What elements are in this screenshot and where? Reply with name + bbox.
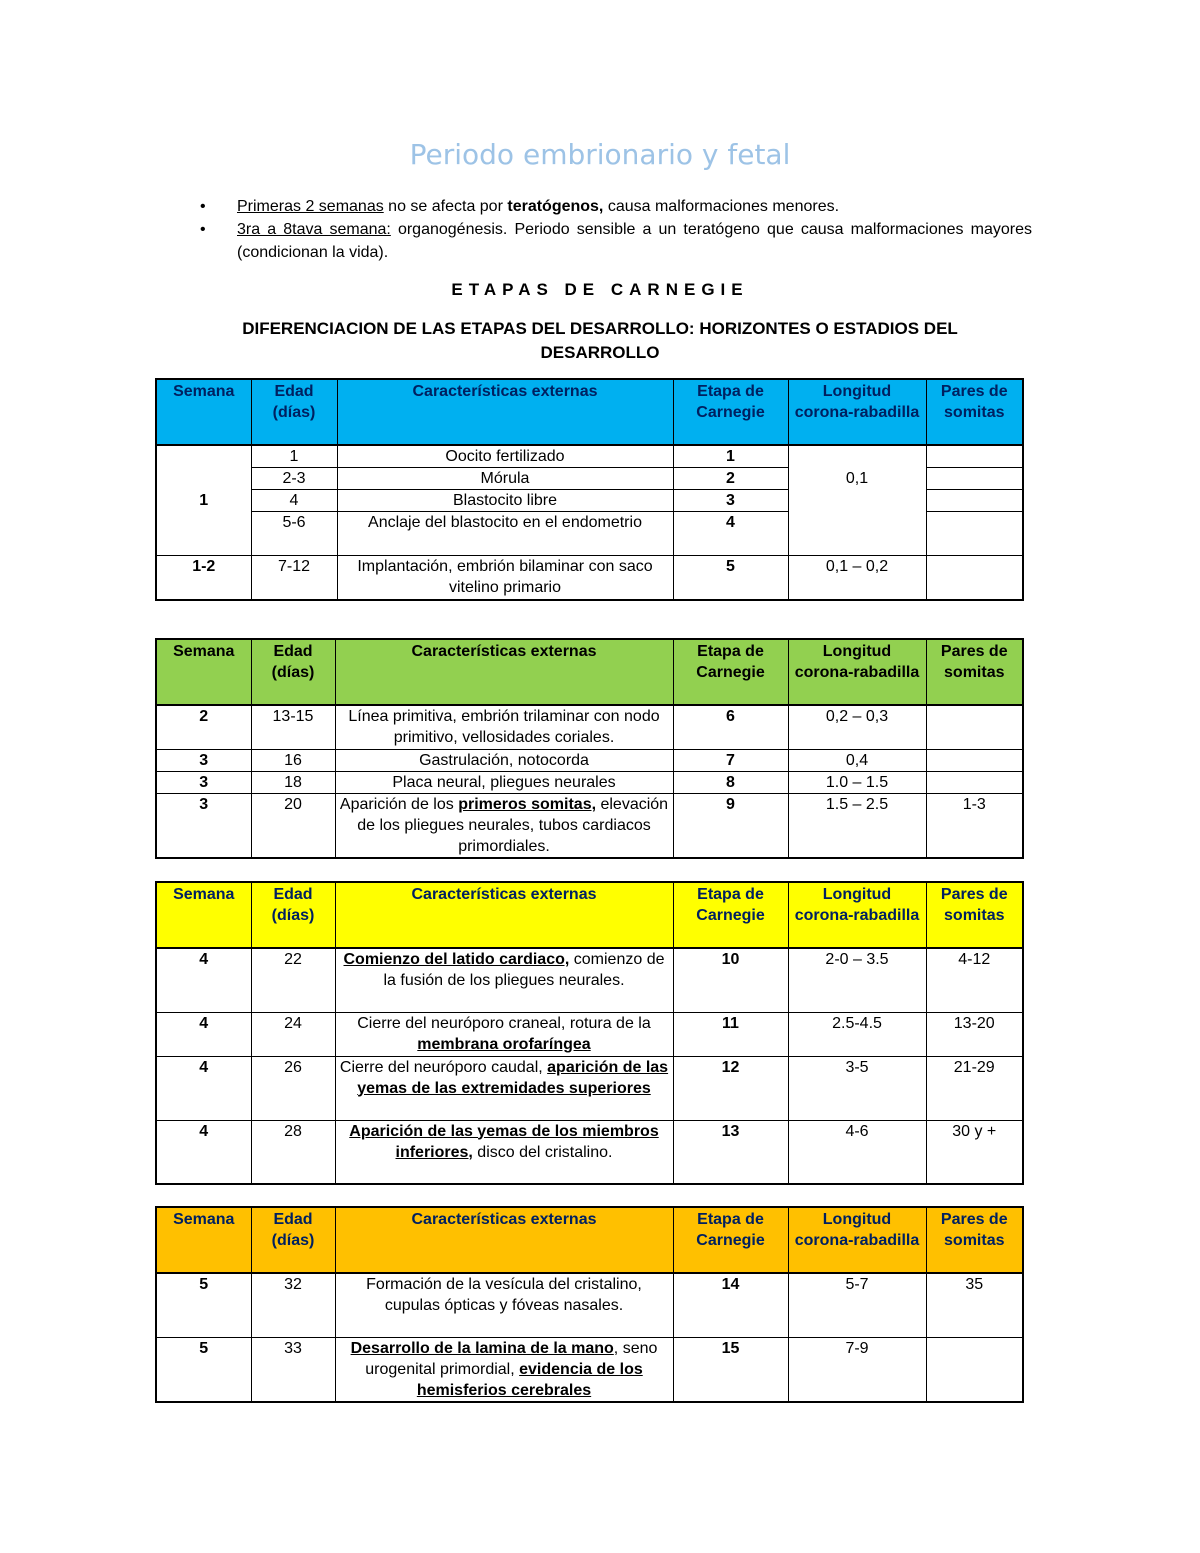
- cell-longitud: 0,1: [788, 445, 926, 556]
- cell-pares: [926, 512, 1023, 556]
- header-semana: Semana: [156, 1207, 251, 1273]
- cell-pares: [926, 1337, 1023, 1402]
- cell-semana: 3: [156, 771, 251, 793]
- cell-etapa: 1: [673, 445, 788, 468]
- cell-caracteristicas: Formación de la vesícula del cristalino, cupulas ópticas y fóveas nasales.: [335, 1273, 673, 1337]
- cell-edad: 4: [251, 490, 337, 512]
- cell-edad: 28: [251, 1120, 335, 1184]
- cell-longitud: 7-9: [788, 1337, 926, 1402]
- cell-edad: 16: [251, 749, 335, 771]
- cell-pares: 1-3: [926, 793, 1023, 858]
- cell-semana: 1-2: [156, 556, 251, 600]
- cell-etapa: 11: [673, 1012, 788, 1056]
- cell-longitud: 0,2 – 0,3: [788, 705, 926, 749]
- cell-semana: 4: [156, 948, 251, 1012]
- table-row: [156, 705, 1023, 749]
- header-semana: Semana: [156, 639, 251, 705]
- cell-edad: 18: [251, 771, 335, 793]
- header-edad: Edad (días): [251, 882, 335, 948]
- cell-edad: 7-12: [251, 556, 337, 600]
- header-longitud: Longitud corona-rabadilla: [788, 882, 926, 948]
- bullet-icon: •: [200, 221, 206, 238]
- header-semana: Semana: [156, 882, 251, 948]
- cell-caracteristicas: Cierre del neuróporo caudal, aparición de las yemas de las extremidades superiores: [335, 1056, 673, 1120]
- header-etapa: Etapa de Carnegie: [673, 379, 788, 445]
- cell-etapa: 2: [673, 468, 788, 490]
- cell-caracteristicas: Desarrollo de la lamina de la mano, seno urogenital primordial, evidencia de los hemisferios cerebrales: [335, 1337, 673, 1402]
- cell-edad: 26: [251, 1056, 335, 1120]
- table-row: [156, 948, 1023, 1012]
- cell-pares: [926, 490, 1023, 512]
- header-caracteristicas: Características externas: [335, 1207, 673, 1273]
- header-pares: Pares de somitas: [926, 882, 1023, 948]
- cell-etapa: 5: [673, 556, 788, 600]
- page-title: Periodo embrionario y fetal: [409, 138, 791, 171]
- cell-longitud: 4-6: [788, 1120, 926, 1184]
- cell-edad: 13-15: [251, 705, 335, 749]
- cell-edad: 5-6: [251, 512, 337, 556]
- header-longitud: Longitud corona-rabadilla: [788, 379, 926, 445]
- header-edad: Edad (días): [251, 639, 335, 705]
- header-etapa: Etapa de Carnegie: [673, 1207, 788, 1273]
- cell-caracteristicas: Implantación, embrión bilaminar con saco vitelino primario: [337, 556, 673, 600]
- header-etapa: Etapa de Carnegie: [673, 882, 788, 948]
- cell-etapa: 7: [673, 749, 788, 771]
- table-header-row: [156, 379, 1023, 445]
- table-row: [156, 1273, 1023, 1337]
- cell-etapa: 8: [673, 771, 788, 793]
- header-semana: Semana: [156, 379, 251, 445]
- cell-etapa: 9: [673, 793, 788, 858]
- cell-longitud: 2-0 – 3.5: [788, 948, 926, 1012]
- cell-edad: 1: [251, 445, 337, 468]
- cell-edad: 32: [251, 1273, 335, 1337]
- cell-semana: 4: [156, 1056, 251, 1120]
- header-caracteristicas: Características externas: [335, 882, 673, 948]
- cell-pares: 13-20: [926, 1012, 1023, 1056]
- cell-semana: 3: [156, 793, 251, 858]
- cell-etapa: 13: [673, 1120, 788, 1184]
- cell-longitud: 0,1 – 0,2: [788, 556, 926, 600]
- cell-caracteristicas: Oocito fertilizado: [337, 445, 673, 468]
- cell-edad: 20: [251, 793, 335, 858]
- section-subheading: DIFERENCIACION DE LAS ETAPAS DEL DESARROLLO: HORIZONTES O ESTADIOS DEL DESARROLLO: [242, 319, 958, 362]
- cell-longitud: 1.5 – 2.5: [788, 793, 926, 858]
- header-longitud: Longitud corona-rabadilla: [788, 639, 926, 705]
- cell-pares: [926, 749, 1023, 771]
- cell-etapa: 3: [673, 490, 788, 512]
- header-pares: Pares de somitas: [926, 379, 1023, 445]
- carnegie-table-4: [155, 1206, 1024, 1403]
- cell-pares: [926, 445, 1023, 468]
- header-edad: Edad (días): [251, 1207, 335, 1273]
- table-row: [156, 771, 1023, 793]
- table-row: [156, 556, 1023, 600]
- cell-edad: 33: [251, 1337, 335, 1402]
- table-row: [156, 1012, 1023, 1056]
- table-header-row: [156, 639, 1023, 705]
- cell-semana: 3: [156, 749, 251, 771]
- cell-pares: [926, 705, 1023, 749]
- cell-caracteristicas: Anclaje del blastocito en el endometrio: [337, 512, 673, 556]
- table-row: [156, 793, 1023, 858]
- cell-semana: 5: [156, 1337, 251, 1402]
- cell-longitud: 5-7: [788, 1273, 926, 1337]
- table-row: [156, 1056, 1023, 1120]
- cell-pares: 30 y +: [926, 1120, 1023, 1184]
- cell-caracteristicas: Gastrulación, notocorda: [335, 749, 673, 771]
- bullet-list: [200, 195, 1032, 264]
- carnegie-table-2: [155, 638, 1024, 859]
- header-pares: Pares de somitas: [926, 1207, 1023, 1273]
- table-header-row: [156, 1207, 1023, 1273]
- table-row: [156, 1120, 1023, 1184]
- cell-longitud: 3-5: [788, 1056, 926, 1120]
- section-heading: ETAPAS DE CARNEGIE: [451, 280, 749, 299]
- cell-etapa: 14: [673, 1273, 788, 1337]
- cell-caracteristicas: Aparición de los primeros somitas, elevación de los pliegues neurales, tubos cardiacos primordiales.: [335, 793, 673, 858]
- cell-semana: 2: [156, 705, 251, 749]
- cell-semana: 1: [156, 445, 251, 556]
- bullet-item: • 3ra a 8tava semana: organogénesis. Periodo sensible a un teratógeno que causa malformaciones mayores (condicionan la vida).: [200, 218, 1032, 264]
- cell-semana: 5: [156, 1273, 251, 1337]
- cell-pares: 4-12: [926, 948, 1023, 1012]
- cell-caracteristicas: Mórula: [337, 468, 673, 490]
- table-row: [156, 749, 1023, 771]
- bullet-item: • Primeras 2 semanas no se afecta por teratógenos, causa malformaciones menores.: [200, 195, 1032, 218]
- cell-edad: 24: [251, 1012, 335, 1056]
- cell-pares: [926, 468, 1023, 490]
- cell-semana: 4: [156, 1012, 251, 1056]
- cell-pares: 35: [926, 1273, 1023, 1337]
- bullet-icon: •: [200, 198, 206, 215]
- cell-longitud: 1.0 – 1.5: [788, 771, 926, 793]
- cell-longitud: 2.5-4.5: [788, 1012, 926, 1056]
- table-row: [156, 445, 1023, 468]
- cell-etapa: 6: [673, 705, 788, 749]
- header-etapa: Etapa de Carnegie: [673, 639, 788, 705]
- cell-semana: 4: [156, 1120, 251, 1184]
- cell-caracteristicas: Comienzo del latido cardiaco, comienzo de la fusión de los pliegues neurales.: [335, 948, 673, 1012]
- header-longitud: Longitud corona-rabadilla: [788, 1207, 926, 1273]
- cell-caracteristicas: Línea primitiva, embrión trilaminar con nodo primitivo, vellosidades coriales.: [335, 705, 673, 749]
- cell-edad: 22: [251, 948, 335, 1012]
- cell-longitud: 0,4: [788, 749, 926, 771]
- cell-etapa: 4: [673, 512, 788, 556]
- cell-etapa: 10: [673, 948, 788, 1012]
- header-caracteristicas: Características externas: [335, 639, 673, 705]
- header-caracteristicas: Características externas: [337, 379, 673, 445]
- header-pares: Pares de somitas: [926, 639, 1023, 705]
- cell-etapa: 15: [673, 1337, 788, 1402]
- carnegie-table-3: [155, 881, 1024, 1185]
- cell-pares: [926, 771, 1023, 793]
- cell-caracteristicas: Aparición de las yemas de los miembros inferiores, disco del cristalino.: [335, 1120, 673, 1184]
- table-row: [156, 1337, 1023, 1402]
- cell-caracteristicas: Cierre del neuróporo craneal, rotura de la membrana orofaríngea: [335, 1012, 673, 1056]
- cell-etapa: 12: [673, 1056, 788, 1120]
- cell-caracteristicas: Blastocito libre: [337, 490, 673, 512]
- cell-pares: [926, 556, 1023, 600]
- cell-edad: 2-3: [251, 468, 337, 490]
- table-header-row: [156, 882, 1023, 948]
- cell-pares: 21-29: [926, 1056, 1023, 1120]
- header-edad: Edad (días): [251, 379, 337, 445]
- cell-caracteristicas: Placa neural, pliegues neurales: [335, 771, 673, 793]
- carnegie-table-1: [155, 378, 1024, 601]
